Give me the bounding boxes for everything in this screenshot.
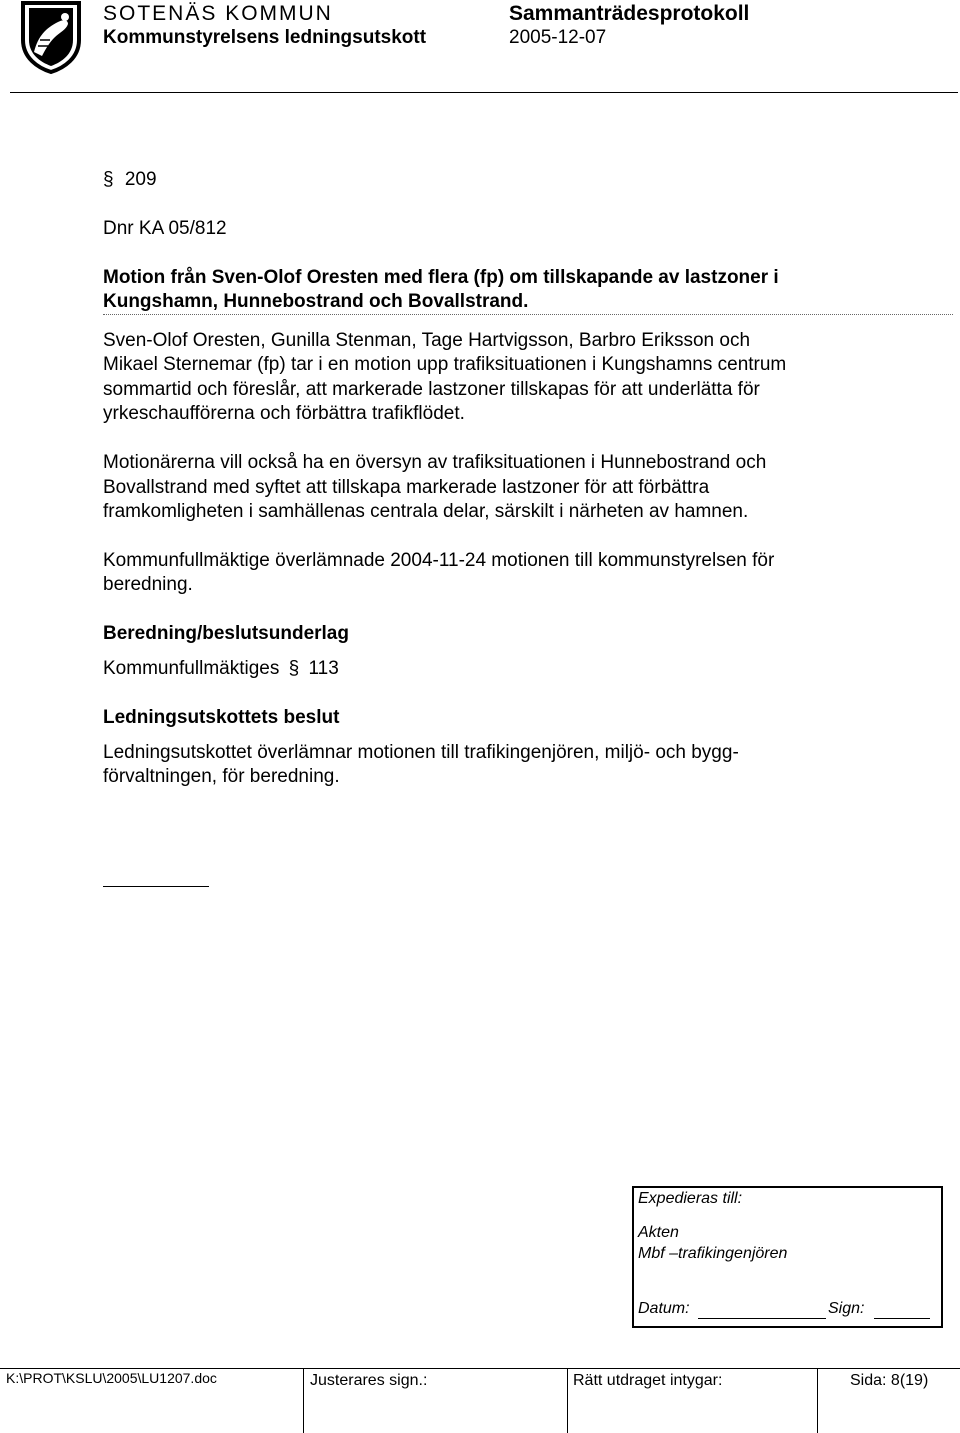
section-number-value: 209 [124,169,157,190]
paragraph-3-line: Kommunfullmäktige överlämnade 2004-11-24 motionen till kommunstyrelsen för [103,550,775,571]
paragraph-2-line: framkomligheten i samhällenas centrala delar, särskilt i närheten av hamnen. [103,501,749,522]
title-underline [103,314,953,315]
separator-line [103,886,209,887]
decision-line-2: förvaltningen, för beredning. [103,766,340,787]
meeting-date: 2005-12-07 [509,27,607,48]
sign-line [874,1318,930,1319]
file-path: K:\PROT\KSLU\2005\LU1207.doc [6,1370,217,1386]
paragraph-1-line: Mikael Sternemar (fp) tar i en motion upp trafiksituationen i Kungshamns centrum [103,354,787,375]
distribution-recipient: Akten [638,1224,679,1241]
footer-column-divider [303,1368,304,1433]
paragraph-1-line: sommartid och föreslår, att markerade lastzoner tillskapas för att underlätta för [103,379,760,400]
municipality-name: SOTENÄS KOMMUN [103,2,333,25]
paragraph-1-line: Sven-Olof Oresten, Gunilla Stenman, Tage Hartvigsson, Barbro Eriksson och [103,330,751,351]
document-type: Sammanträdesprotokoll [509,2,750,25]
beredning-heading: Beredning/beslutsunderlag [103,623,349,644]
beredning-text: Kommunfullmäktiges [103,658,280,679]
paragraph-1-line: yrkeschaufförerna och förbättra trafikflödet. [103,403,465,424]
paragraph-2-line: Bovallstrand med syftet att tillskapa markerade lastzoner för att förbättra [103,477,710,498]
section-symbol: § [288,658,300,679]
distribution-recipient: Mbf –trafikingenjören [638,1245,788,1262]
beredning-reference [103,657,339,682]
footer-divider [0,1368,960,1369]
sign-label: Sign: [828,1300,865,1317]
datum-line [698,1318,826,1319]
section-number [103,168,157,193]
section-symbol: § [103,169,114,190]
diary-number: Dnr KA 05/812 [103,218,227,239]
paragraph-3-line: beredning. [103,574,193,595]
case-title-line-2: Kungshamn, Hunnebostrand och Bovallstrand. [103,291,529,312]
datum-label: Datum: [638,1300,690,1317]
decision-heading: Ledningsutskottets beslut [103,707,340,728]
page-number: Sida: 8(19) [850,1372,929,1389]
header-divider [10,92,958,93]
distribution-label: Expedieras till: [638,1190,743,1207]
footer-column-divider [817,1368,818,1433]
case-title-line-1: Motion från Sven-Olof Oresten med flera (fp) om tillskapande av lastzoner i [103,267,779,288]
beredning-ref-number: 113 [308,658,339,679]
adjuster-signature-label: Justerares sign.: [310,1372,428,1389]
municipality-logo [20,0,82,74]
paragraph-2-line: Motionärerna vill också ha en översyn av trafiksituationen i Hunnebostrand och [103,452,767,473]
footer-column-divider [567,1368,568,1433]
certified-extract-label: Rätt utdraget intygar: [573,1372,723,1389]
committee-name: Kommunstyrelsens ledningsutskott [103,27,427,48]
decision-line-1: Ledningsutskottet överlämnar motionen till trafikingenjören, miljö- och bygg- [103,742,739,763]
